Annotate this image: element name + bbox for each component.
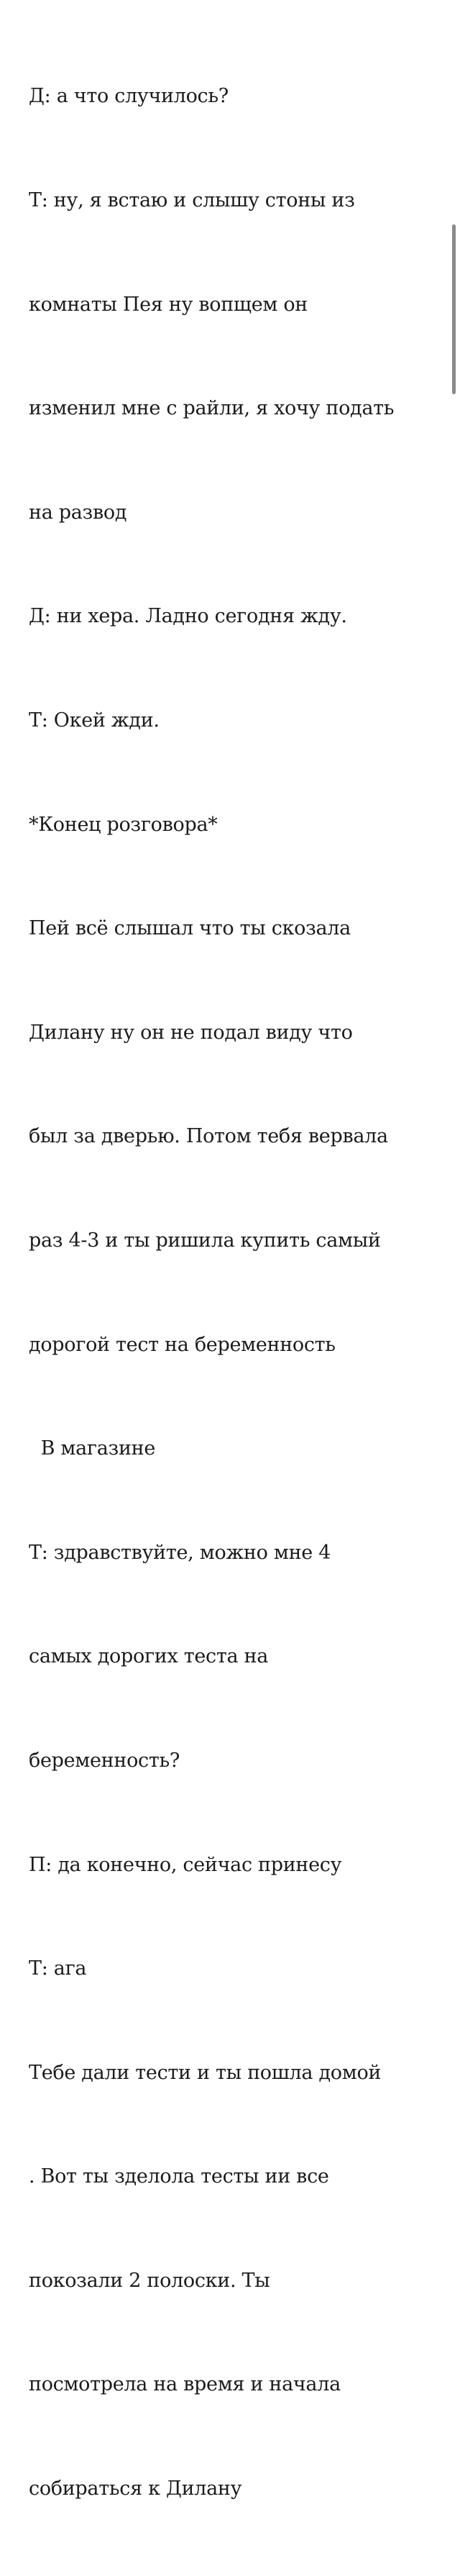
story-line: изменил мне с райли, я хочу подать (29, 397, 395, 420)
story-line: П: да конечно, сейчас принесу (29, 1853, 342, 1876)
scrollbar-thumb[interactable] (452, 224, 456, 394)
story-line: Д: ни хера. Ладно сегодня жду. (29, 605, 347, 628)
story-line: посмотрела на время и начала (29, 2373, 341, 2396)
story-line: В магазине (29, 1437, 156, 1460)
story-line: на развод (29, 501, 127, 524)
story-line: дорогой тест на беременность (29, 1333, 336, 1356)
story-line: Т: ага (29, 1957, 87, 1980)
story-line: . Вот ты зделола тесты ии все (29, 2165, 329, 2188)
story-line: Тебе дали тести и ты пошла домой (29, 2061, 382, 2084)
story-line: Пей всё слышал что ты скозала (29, 917, 351, 940)
story-line: Т: ну, я встаю и слышу стоны из (29, 189, 355, 211)
story-text (29, 10, 446, 2576)
story-line: раз 4-3 и ты ришила купить самый (29, 1229, 381, 1252)
story-line: самых дорогих теста на (29, 1645, 269, 1668)
story-line: Дилану ну он не подал виду что (29, 1021, 353, 1044)
scrollbar[interactable] (450, 0, 460, 817)
story-line: комнаты Пея ну вопщем он (29, 293, 308, 316)
story-line: *Конец розговора* (29, 813, 218, 836)
story-line: Т: здравствуйте, можно мне 4 (29, 1541, 331, 1564)
story-line: покозали 2 полоски. Ты (29, 2269, 270, 2292)
story-line: был за дверью. Потом тебя вервала (29, 1125, 388, 1148)
story-line: Д: а что случилось? (29, 85, 229, 108)
story-line: Т: Окей жди. (29, 709, 160, 732)
story-line: беременность? (29, 1749, 180, 1772)
story-line: собираться к Дилану (29, 2477, 242, 2500)
